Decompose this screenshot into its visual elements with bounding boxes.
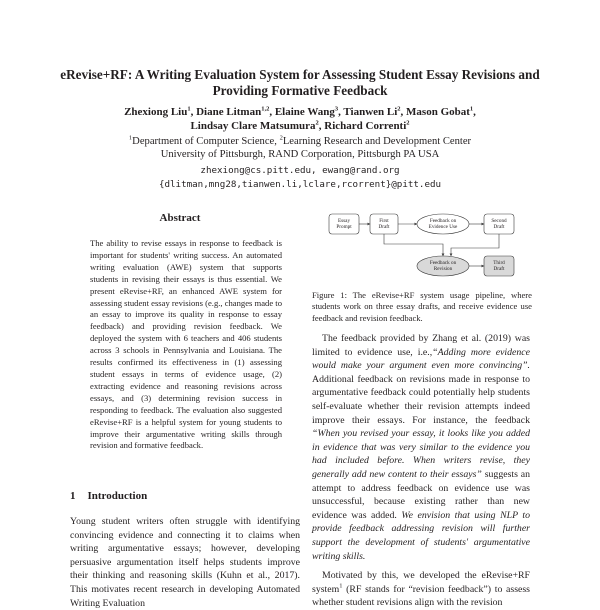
author-name: Elaine Wang — [274, 106, 335, 118]
author-line-2: Lindsay Clare Matsumura$^2$, Richard Correnti$^2$ — [190, 118, 410, 132]
author-sup: 1 — [469, 105, 474, 113]
author-list — [60, 106, 540, 133]
introduction-body — [70, 515, 300, 610]
second-draft-label: Second Draft — [491, 218, 507, 230]
author-sup: 2 — [406, 118, 410, 126]
author-sup: 1 — [187, 105, 191, 113]
paragraph: Motivated by this, we developed the eRevise+RF system$^1$ (RF stands for “revision feedback”) to assess whether student revisions align with the revision — [312, 570, 530, 609]
essay-prompt-label-l2: Prompt — [336, 224, 352, 230]
right-column-body — [312, 332, 530, 610]
essay-prompt-label-l1: Essay — [337, 218, 351, 224]
arrow-second-to-revision — [451, 234, 499, 256]
pipeline-figure — [326, 204, 522, 284]
section-title: Introduction — [87, 490, 148, 502]
author-sup: 2 — [397, 105, 401, 113]
third-draft-label: Third Draft — [493, 260, 505, 272]
email-line-2: {dlitman,mng28,tianwen.li,lclare,rcorrent}@pitt.edu — [158, 178, 442, 190]
email-line-1: zhexiong@cs.pitt.edu, ewang@rand.org — [200, 165, 400, 176]
abstract-heading: Abstract — [159, 212, 201, 224]
introduction-text: Young student writers often struggle with identifying convincing evidence and connecting it to claims when writing argumentative essays; however, developing persuasive argumentation itself helps students improve their thinking and reasoning skills (Kuhn et al., 2017). This motivates recent research in developing Automated Writing Evaluation — [70, 516, 300, 609]
feedback-evidence-label: Feedback on Evidence Use — [428, 218, 458, 230]
first-draft-label: First Draft — [378, 218, 390, 230]
author-sup: 1,2 — [261, 105, 270, 113]
author-name: Tianwen Li — [343, 106, 398, 118]
author-name: Richard Correnti — [324, 119, 407, 132]
section-heading — [70, 490, 147, 502]
feedback-revision-label: Feedback on Revision — [429, 260, 457, 272]
figure-caption: Figure 1: The eRevise+RF system usage pipeline, where students work on three essay drafts, and receive evidence use feedback and revision feedback. — [312, 290, 532, 323]
essay-prompt-label — [336, 218, 352, 230]
abstract-body — [90, 238, 282, 452]
author-name: Lindsay Clare Matsumura — [190, 119, 316, 132]
paragraph: The feedback provided by Zhang et al. (2019) was limited to evidence use, i.e.,“Adding more evidence would make your argument even more convincing”. Additional feedback on revisions made in response to argumentative feedback could potentially help students self-evaluate whether their revision attempts indeed improve their essays. For instance, the feedback “When you revised your essay, it looks like you added in evidence that was very similar to the evidence you had included before. When writers revise, they generally add new content to their essays” suggests an attempt to address feedback on evidence use was unsuccessful, because existing rather than new evidence was added. We envision that using NLP to provide feedback addressing revision will further support the development of students' argumentative writing skills. — [312, 333, 530, 562]
author-name: Mason Gobat — [406, 106, 470, 118]
abstract-text: The ability to revise essays in response to feedback is important for students' writing success. An automated writing evaluation (AWE) system that supports students in revising their essays is thus essential. We present eRevise+RF, an enhanced AWE system for assessing student essay revisions (e.g., changes made to an essay to improve its quality in response to essay feedback) and providing revision feedback. We deployed the system with 6 teachers and 406 students across 3 schools in Pennsylvania and Louisiana. The results confirmed its effectiveness in (1) assessing student essays in terms of evidence usage, (2) extracting evidence and reasoning revisions across essays, and (3) determining revision success in responding to feedback. The evaluation also suggested eRevise+RF is a helpful system for young students to improve their argumentative writing skills through revision and formative feedback. — [90, 238, 282, 451]
section-number: 1 — [70, 490, 76, 502]
author-line-1: Zhexiong Liu$^1$, Diane Litman$^{1,2}$, Elaine Wang$^3$, Tianwen Li$^2$, Mason Gobat$^1$, — [124, 105, 476, 118]
email-block — [60, 164, 540, 191]
author-sup: 3 — [334, 105, 339, 113]
arrow-first-to-revision — [384, 234, 443, 256]
affiliations — [60, 135, 540, 161]
paper-title: eRevise+RF: A Writing Evaluation System for Assessing Student Essay Revisions and Providing Formative Feedback — [60, 67, 540, 98]
affiliation-line-1: $^1$Department of Computer Science, $^2$Learning Research and Development Center — [128, 134, 472, 147]
author-sup: 2 — [315, 118, 319, 126]
author-name: Zhexiong Liu — [124, 106, 188, 118]
affiliation-line-2: University of Pittsburgh, RAND Corporation, Pittsburgh PA USA — [160, 149, 440, 160]
author-name: Diane Litman — [196, 106, 262, 118]
